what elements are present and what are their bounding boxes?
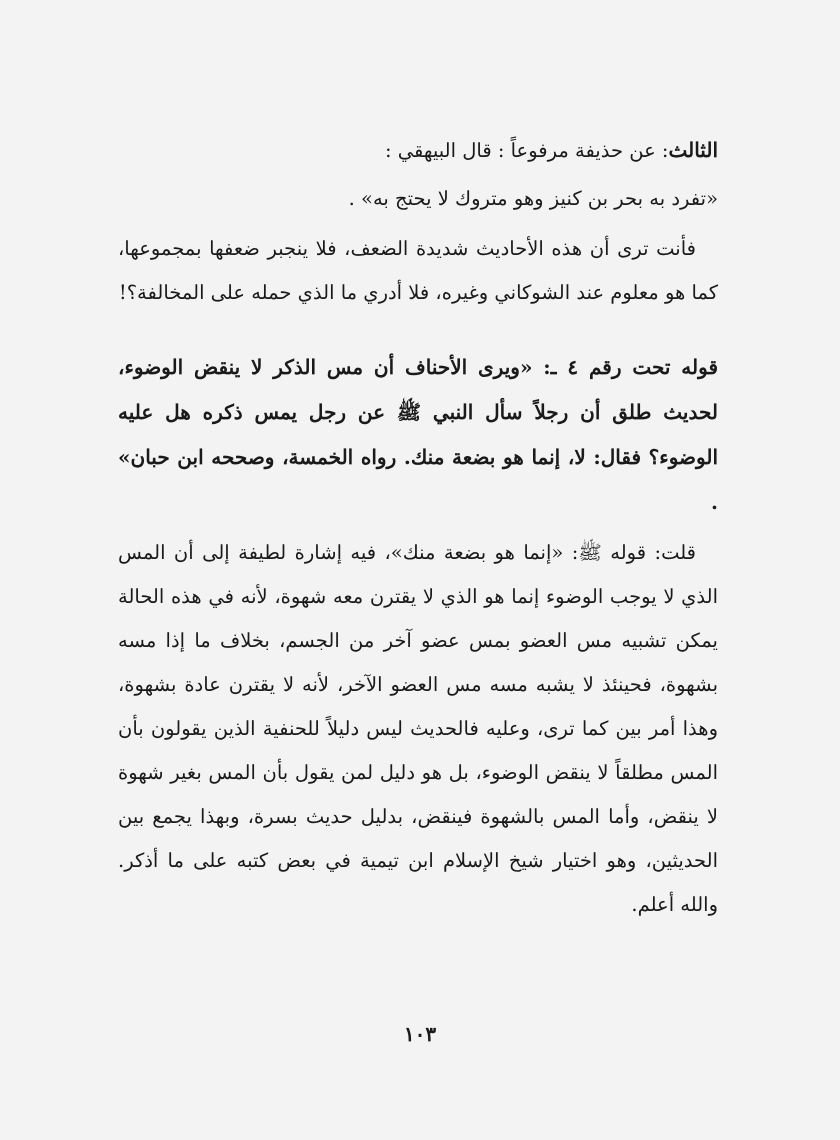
- paragraph-quoted-statement: قوله تحت رقم ٤ ـ: «ويرى الأحناف أن مس الذكر لا ينقض الوضوء، لحديث طلق أن رجلاً سأل النبي ﷺ عن رجل يمس ذكره هل عليه الوضوء؟ فقال: لا، إنما هو بضعة منك. رواه الخمسة، وصححه ابن حبان» .: [118, 355, 719, 514]
- paragraph-bayhaqi-quote: «تفرد به بحر بن كنيز وهو متروك لا يحتج به» .: [348, 187, 718, 210]
- page-number: ١٠٣: [403, 1022, 437, 1046]
- paragraph-text: : عن حذيفة مرفوعاً : قال البيهقي :: [385, 139, 669, 162]
- paragraph-lead: الثالث: [668, 138, 718, 162]
- page-content: [118, 128, 718, 927]
- paragraph-commentary: قلت: قوله ﷺ: «إنما هو بضعة منك»، فيه إشارة لطيفة إلى أن المس الذي لا يوجب الوضوء إنما هو الذي لا يقترن معه شهوة، لأنه في هذه الحالة يمكن تشبيه مس العضو بمس عضو آخر من الجسم، بخلاف ما إذا مسه بشهوة، فحينئذ لا يشبه مسه مس العضو الآخر، لأنه لا يقترن عادة بشهوة، وهذا أمر بين كما ترى، وعليه فالحديث ليس دليلاً للحنفية الذين يقولون بأن المس مطلقاً لا ينقض الوضوء، بل هو دليل لمن يقول بأن المس بغير شهوة لا ينقض، وأما المس بالشهوة فينقض، بدليل حديث بسرة، وبهذا يجمع بين الحديثين، وهو اختيار شيخ الإسلام ابن تيمية في بعض كتبه على ما أذكر. والله أعلم.: [118, 541, 718, 916]
- paragraph-third-hadith: [118, 128, 718, 173]
- paragraph-weakness: فأنت ترى أن هذه الأحاديث شديدة الضعف، فلا ينجبر ضعفها بمجموعها، كما هو معلوم عند الشوكاني وغيره، فلا أدري ما الذي حمله على المخالفة؟!: [118, 237, 718, 304]
